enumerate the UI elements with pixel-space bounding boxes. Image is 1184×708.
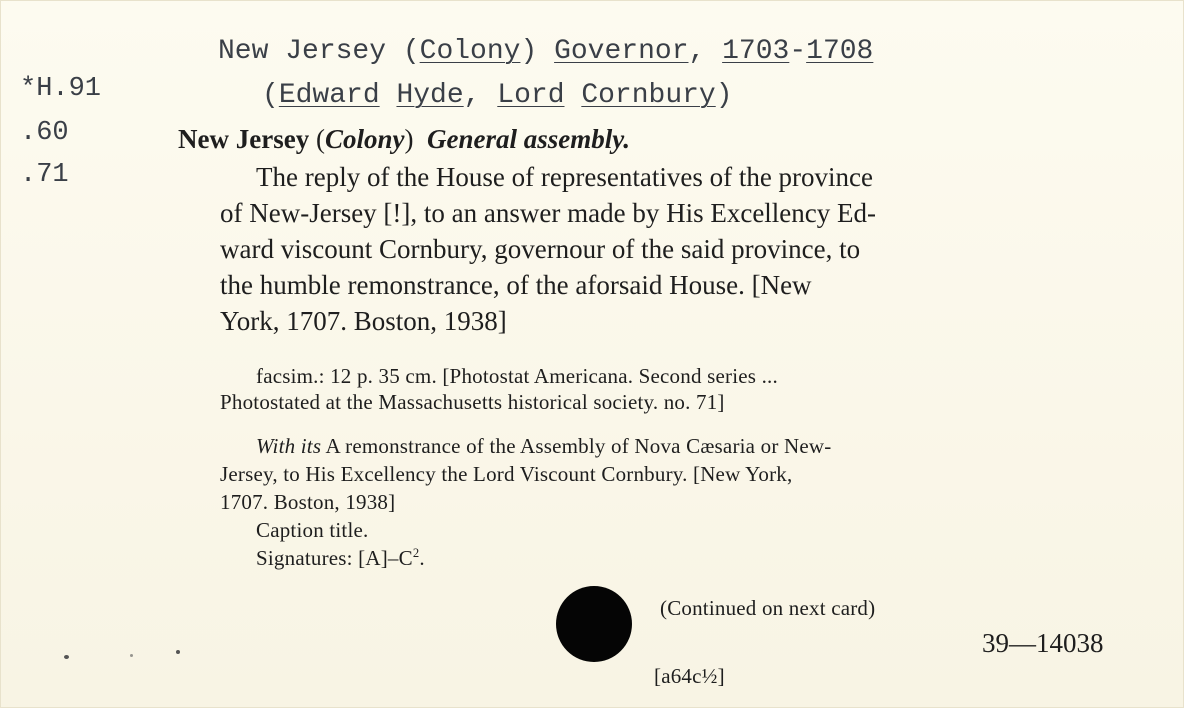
title-line-4: the humble remonstrance, of the aforsaid House. [New bbox=[220, 270, 812, 300]
main-entry: New Jersey (Colony) General assembly. bbox=[178, 124, 630, 154]
signatures-note: Signatures: $[A]-C^2$. bbox=[256, 546, 425, 570]
call-number-1: *H.91 bbox=[20, 74, 102, 104]
heading-line-2: (Edward Hyde, Lord Cornbury) bbox=[262, 80, 733, 111]
call-number-2: .60 bbox=[20, 118, 69, 148]
note-line-3: 1707. Boston, 1938] bbox=[220, 490, 396, 514]
title-line-1: The reply of the House of representatives of the province bbox=[256, 162, 874, 192]
note-line-1: With its A remonstrance of the Assembly of Nova Cæsaria or New- bbox=[256, 434, 832, 458]
speck bbox=[130, 654, 133, 657]
collation-line-1: facsim.: 12 p. 35 cm. [Photostat Americana. Second series ... bbox=[256, 364, 778, 388]
speck bbox=[64, 655, 69, 659]
caption-note: Caption title. bbox=[256, 518, 369, 542]
title-line-5: York, 1707. Boston, 1938] bbox=[220, 306, 507, 336]
continued-note: (Continued on next card) bbox=[660, 596, 876, 620]
note-line-2: Jersey, to His Excellency the Lord Viscount Cornbury. [New York, bbox=[220, 462, 793, 486]
card-code: [a64c½] bbox=[654, 664, 725, 688]
speck bbox=[176, 650, 180, 654]
card-hole bbox=[556, 586, 632, 662]
card-number: 39—14038 bbox=[982, 628, 1104, 658]
title-line-2: of New-Jersey [!], to an answer made by His Excellency Ed- bbox=[220, 198, 877, 228]
call-number-3: .71 bbox=[20, 160, 69, 190]
heading-line-1: New Jersey (Colony) Governor, 1703-1708 bbox=[218, 36, 874, 67]
title-line-3: ward viscount Cornbury, governour of the said province, to bbox=[220, 234, 861, 264]
collation-line-2: Photostated at the Massachusetts historical society. no. 71] bbox=[220, 390, 725, 414]
